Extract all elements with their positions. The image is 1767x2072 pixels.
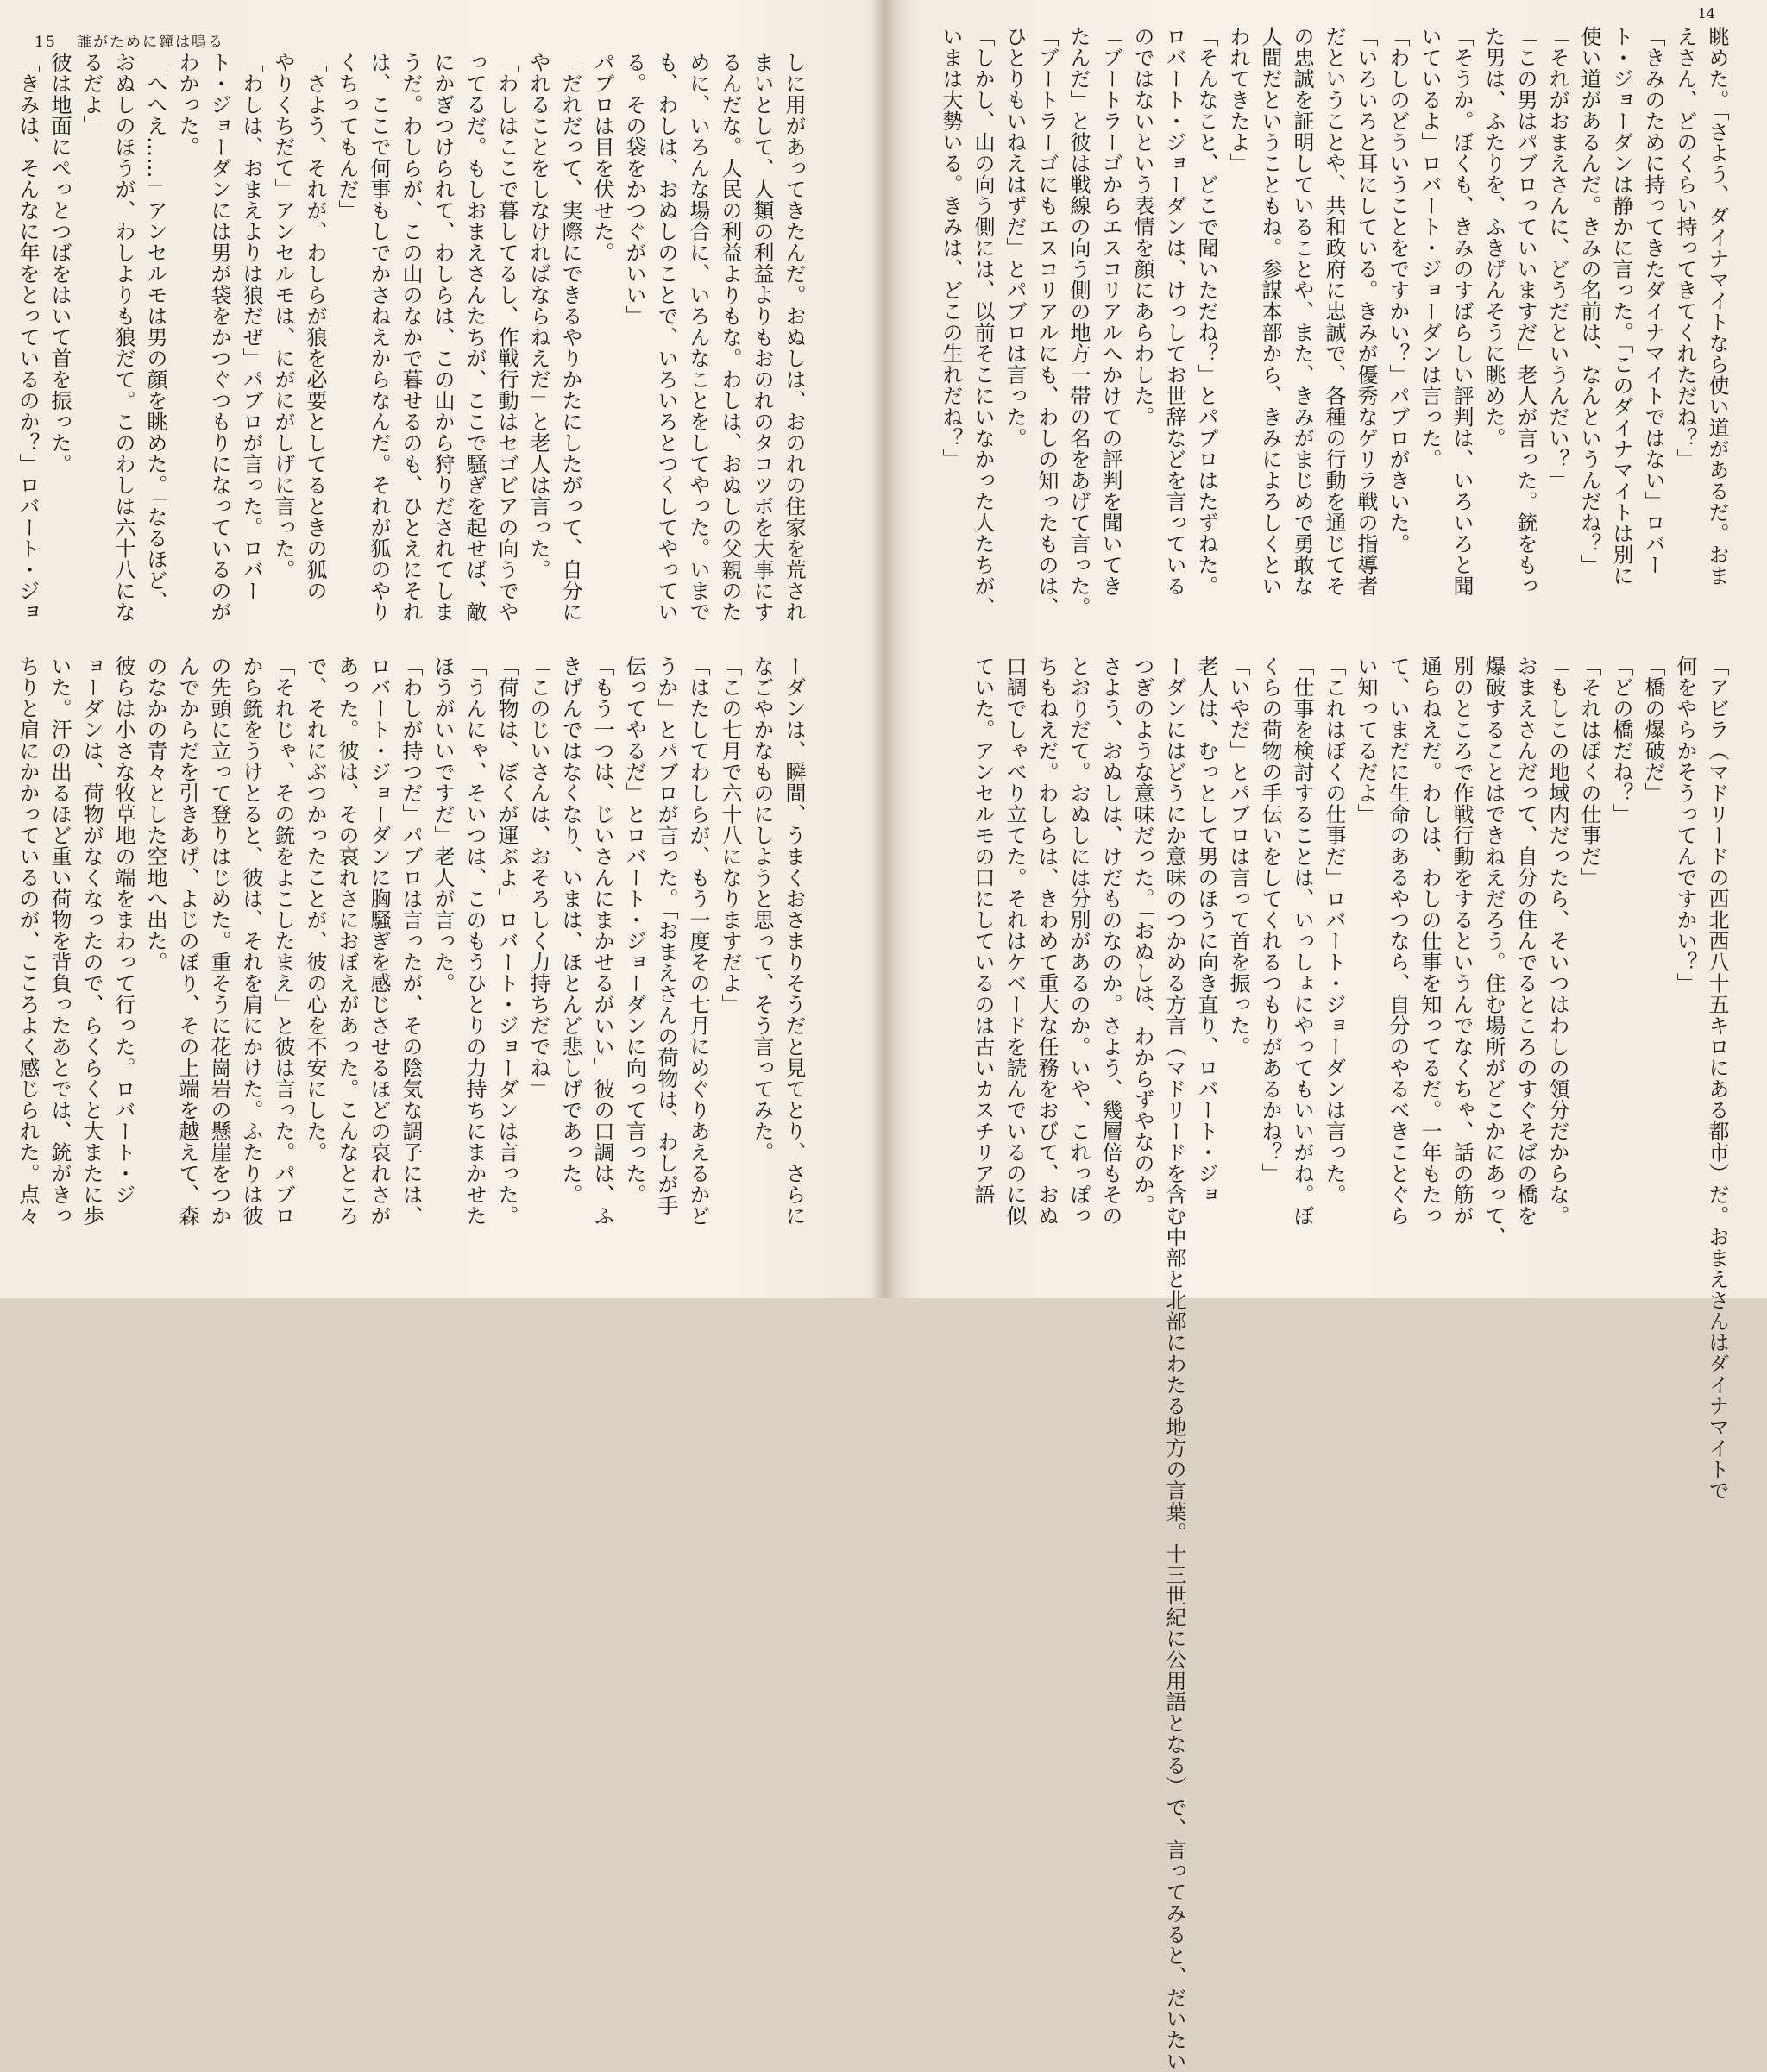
text-column: 「荷物は、ぼくが運ぶよ」ロバート・ジョーダンは言った。 (494, 656, 519, 1227)
text-column: は、ここで何事もしでかさねえからなんだ。それが狐のやり (367, 52, 391, 623)
book-gutter (871, 0, 896, 1298)
text-column: うか」とパブロが言った。「おまえさんの荷物は、わしが手 (654, 656, 678, 1216)
text-column: で、それにぶつかったことが、彼の心を不安にした。 (303, 656, 327, 1163)
text-column: 伝ってやるだ」とロバート・ジョーダンに向って言った。 (622, 656, 646, 1205)
text-column: きげんではなくなり、いまは、ほとんど悲しげであった。 (558, 656, 582, 1205)
text-column: 「いやだ」とパブロは言って首を振った。 (1226, 656, 1250, 1058)
text-column: だということや、共和政府に忠誠で、各種の行動を通じてそ (1322, 26, 1346, 597)
text-column: つぎのような意味だった。「おぬしは、わからずやなのか。 (1130, 656, 1154, 1216)
text-column: 「わしはここで暮してるし、作戦行動はセゴビアの向うでや (494, 52, 519, 623)
text-column: 「ブートラーゴからエスコリアルへかけての評判を聞いてき (1098, 26, 1122, 597)
text-column: うだ。わしらが、この山のなかで暮せるのも、ひとえにそれ (399, 52, 423, 623)
left-bottom-text-block (11, 656, 809, 1251)
text-column: しに用があってきたんだ。おぬしは、おのれの住家を荒され (782, 52, 806, 623)
text-column: えさん、どのくらい持ってきてくれただね？」 (1673, 26, 1697, 470)
text-column: 使い道があるんだ。きみの名前は、なんというんだね？」 (1577, 26, 1601, 575)
text-column: まいとして、人類の利益よりもおのれのタコツボを大事にす (750, 52, 774, 623)
text-column: 眺めた。「さよう、ダイナマイトなら使い道があるだ。おま (1705, 26, 1729, 587)
text-column: 「そうか。ぼくも、きみのすばらしい評判は、いろいろと聞 (1449, 26, 1474, 597)
text-column: くちってもんだ」 (335, 52, 359, 221)
text-column: 「いろいろと耳にしている。きみが優秀なゲリラ戦の指導者 (1354, 26, 1378, 597)
text-column: 「このじいさんは、おそろしく力持ちだでね」 (526, 656, 550, 1100)
text-column: 「はたしてわしらが、もう一度その七月にめぐりあえるかど (686, 656, 710, 1227)
right-page (896, 0, 1767, 2072)
text-column: 「しかし、山の向う側には、以前そこにいなかった人たちが、 (971, 26, 995, 618)
text-column: 何をやらかそうってんですかい？」 (1673, 656, 1697, 994)
text-column: とおりだて。おぬしには分別があるのか。いや、これっぽっ (1066, 656, 1091, 1227)
text-column: 「へへえ……」アンセルモは男の顔を眺めた。「なるほど、 (143, 52, 167, 612)
text-column: 「これはぼくの仕事だ」ロバート・ジョーダンは言った。 (1322, 656, 1346, 1205)
text-column: 「この男はパブロっていいますだ」老人が言った。銃をもっ (1513, 26, 1537, 597)
text-column: 彼は地面にぺっとつばをはいて首を振った。 (47, 52, 72, 474)
text-column: 「うんにゃ、そいつは、このもうひとりの力持ちにまかせた (462, 656, 487, 1227)
text-column: いまは大勢いる。きみは、どこの生れだね？」 (939, 26, 963, 470)
text-column: めに、いろんな場合に、いろんなことをしてやった。いまで (686, 52, 710, 623)
text-column: 老人は、むっとして男のほうに向き直り、ロバート・ジョ (1194, 656, 1218, 1205)
text-column: ほうがいいですだ」老人が言った。 (431, 656, 455, 994)
text-column: 「それはぼくの仕事だ」 (1577, 656, 1601, 888)
text-column: なごやかなものにしようと思って、そう言ってみた。 (750, 656, 774, 1163)
text-column: の忠誠を証明していることや、また、きみがまじめで勇敢な (1290, 26, 1314, 597)
text-column: いた。汗の出るほど重い荷物を背負ったあとでは、銃がきっ (47, 656, 72, 1227)
text-column: おぬしのほうが、わしよりも狼だて。このわしは六十八にな (111, 52, 135, 623)
text-column: くらの荷物の手伝いをしてくれるつもりがあるかね？」 (1258, 656, 1282, 1184)
text-column: 「もしこの地域内だったら、そいつはわしの領分だからな。 (1545, 656, 1569, 1227)
right-bottom-text-block (966, 656, 1732, 2072)
text-column: 「わしのどういうことをですかい？」パブロがきいた。 (1386, 26, 1410, 555)
text-column: 「さよう、それが、わしらが狼を必要としてるときの狐の (303, 52, 327, 601)
text-column: ロバート・ジョーダンに胸騒ぎを感じさせるほどの哀れさが (367, 656, 391, 1227)
text-column: 「アビラ（マドリードの西北西八十五キロにある都市）だ。おまえさんはダイナマイトで (1705, 656, 1729, 1501)
text-column: のではないという表情を顔にあらわした。 (1130, 26, 1154, 428)
running-head-title: 誰がために鐘は鳴る (77, 34, 225, 51)
text-column: る。その袋をかつぐがいい」 (622, 52, 646, 327)
text-column: ト・ジョーダンは静かに言った。「このダイナマイトは別に (1609, 26, 1633, 587)
right-top-text-block (934, 26, 1732, 621)
text-column: あった。彼は、その哀れさにおぼえがあった。こんなところ (335, 656, 359, 1227)
text-column: 「どの橋だね？」 (1609, 656, 1633, 825)
text-column: 「この七月で六十八になりますだよ」 (718, 656, 742, 1015)
text-column: 「わしは、おまえよりは狼だぜ」パブロが言った。ロバー (239, 52, 263, 601)
text-column: 「きみのために持ってきたダイナマイトではない」ロバー (1641, 26, 1665, 575)
text-column: にかぎつけられて、わしらは、この山から狩りだされてしま (431, 52, 455, 623)
text-column: いているよ」ロバート・ジョーダンは言った。 (1418, 26, 1442, 470)
text-column: 「それじゃ、その銃をよこしたまえ」と彼は言った。パブロ (271, 656, 295, 1227)
text-column: さよう、おぬしは、けだものなのか。さよう、幾層倍もその (1098, 656, 1122, 1227)
text-column: 「ブートラーゴにもエスコリアルにも、わしの知ったものは、 (1034, 26, 1059, 618)
text-column: おまえさんだって、自分の住んでるところのすぐそばの橋を (1513, 656, 1537, 1227)
text-column: 「きみは、そんなに年をとっているのか？」ロバート・ジョ (16, 52, 40, 623)
text-column: われてきたよ」 (1226, 26, 1250, 174)
text-column: の先頭に立って登りはじめた。重そうに花崗岩の懸崖をつか (207, 656, 231, 1227)
text-column: ト・ジョーダンには男が袋をかつぐつもりになっているのが (207, 52, 231, 623)
text-column: ョーダンは、荷物がなくなったので、らくらくと大またに歩 (79, 656, 104, 1227)
text-column: んでからだを引きあげ、よじのぼり、その上端を越えて、森 (175, 656, 199, 1227)
text-column: 「もう一つは、じいさんにまかせるがいい」彼の口調は、ふ (590, 656, 614, 1227)
text-column: パブロは目を伏せた。 (590, 52, 614, 263)
left-top-text-block (11, 52, 809, 638)
text-column: るだよ」 (79, 52, 104, 136)
text-column: たんだ」と彼は戦線の向う側の地方一帯の名をあげて言った。 (1066, 26, 1091, 618)
text-column: 爆破することはできねえだろう。住む場所がどこかにあって、 (1481, 656, 1506, 1247)
text-column: 通らねえだ。わしは、わしの仕事を知ってるだ。一年もたっ (1418, 656, 1442, 1227)
text-column: やれることをしなければならねえだ」と老人は言った。 (526, 52, 550, 581)
text-column: わかった。 (175, 52, 199, 158)
text-column: から銃をうけとると、彼は、それを肩にかけた。ふたりは彼 (239, 656, 263, 1227)
text-column: ロバート・ジョーダンは、けっしてお世辞などを言っている (1162, 26, 1186, 597)
text-column: 「仕事を検討することは、いっしょにやってもいいがね。ぼ (1290, 656, 1314, 1227)
text-column: ひとりもいねえはずだ」とパブロは言った。 (1003, 26, 1027, 449)
text-column: 口調でしゃべり立てた。それはケベードを読んでいるのに似 (1003, 656, 1027, 1227)
left-running-head (35, 29, 224, 51)
text-column: るんだな。人民の利益よりもな。わしは、おぬしの父親のた (718, 52, 742, 623)
text-column: 「わしが持つだ」パブロは言ったが、その陰気な調子には、 (399, 656, 423, 1227)
text-column: ーダンにはどうにか意味のつかめる方言（マドリードを含む中部と北部にわたる地方の言葉。十三世紀に公用語となる）で、言ってみると、だいたい (1162, 656, 1186, 2072)
text-column: 「そんなこと、どこで聞いただね？」とパブロはたずねた。 (1194, 26, 1218, 597)
text-column: やりくちだて」アンセルモは、にがにがしげに言った。 (271, 52, 295, 581)
text-column: 彼らは小さな牧草地の端をまわって行った。ロバート・ジ (111, 656, 135, 1205)
left-page (0, 0, 871, 1298)
text-column: ちもねえだ。わしらは、きわめて重大な任務をおびて、おぬ (1034, 656, 1059, 1227)
text-column: 別のところで作戦行動をするというんでなくちゃ、話の筋が (1449, 656, 1474, 1227)
text-column: い知ってるだよ」 (1354, 656, 1378, 825)
right-page-number: 14 (1697, 5, 1715, 22)
text-column: 「橋の爆破だ」 (1641, 656, 1665, 804)
text-column: て、いまだに生命のあるやつなら、自分のやるべきことぐら (1386, 656, 1410, 1227)
left-page-number: 15 (35, 34, 57, 51)
text-column: 「それがおまえさんに、どうだというんだい？」 (1545, 26, 1569, 491)
text-column: のなかの青々とした空地へ出た。 (143, 656, 167, 973)
text-column: ってるだ。もしおまえさんたちが、ここで騒ぎを起せば、敵 (462, 52, 487, 623)
text-column: 人間だということもね。参謀本部から、きみによろしくとい (1258, 26, 1282, 597)
text-column: も、わしは、おぬしのことで、いろいろとつくしてやってい (654, 52, 678, 623)
text-column: ていた。アンセルモの口にしているのは古いカスチリア語 (971, 656, 995, 1205)
text-column: た男は、ふたりを、ふきげんそうに眺めた。 (1481, 26, 1506, 449)
text-column: 「だれだって、実際にできるやりかたにしたがって、自分に (558, 52, 582, 623)
text-column: ちりと肩にかかっているのが、こころよく感じられた。点々 (16, 656, 40, 1227)
text-column: ーダンは、瞬間、うまくおさまりそうだと見てとり、さらに (782, 656, 806, 1227)
